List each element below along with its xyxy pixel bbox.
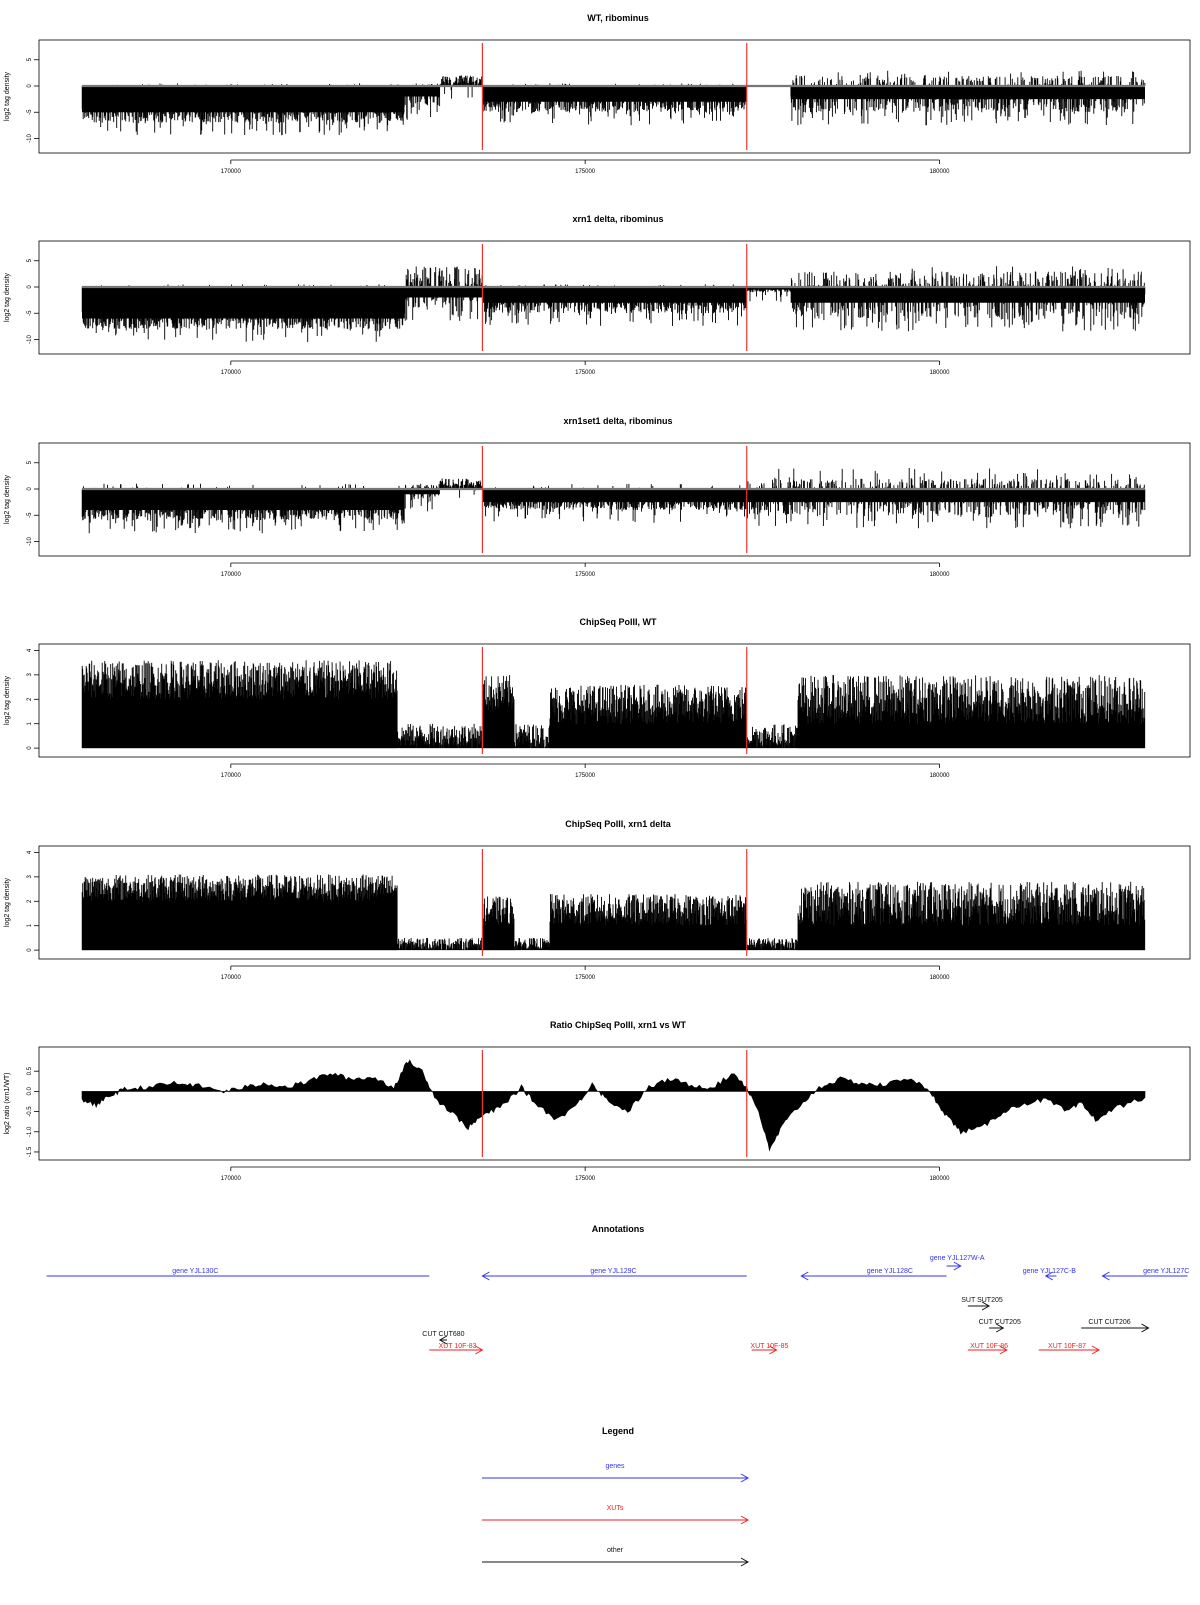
y-tick-label: -5 — [27, 310, 33, 316]
x-tick-label: 180000 — [929, 975, 950, 981]
y-tick-label: -1.5 — [27, 1146, 33, 1158]
feature-label: gene YJL127C — [1143, 1268, 1190, 1275]
x-tick-label: 180000 — [929, 572, 950, 578]
ratio-area — [82, 1060, 1145, 1150]
track-panel — [4, 1020, 1190, 1182]
track-panel — [4, 416, 1190, 578]
panel-title: WT, ribominus — [587, 13, 649, 23]
y-tick-label: -5 — [27, 109, 33, 115]
x-tick-label: 170000 — [220, 169, 241, 175]
y-tick-label: 1 — [27, 924, 33, 928]
y-tick-label: 3 — [27, 875, 33, 879]
annotation-feature — [961, 1297, 1003, 1310]
y-axis-title: log2 ratio (xrn1/WT) — [4, 1072, 11, 1135]
x-tick-label: 170000 — [220, 773, 241, 779]
y-tick-label: 2 — [27, 697, 33, 701]
signal-bars — [398, 724, 483, 748]
y-tick-label: -0.5 — [27, 1106, 33, 1117]
y-tick-label: 0 — [27, 84, 33, 88]
annotations-panel — [47, 1224, 1190, 1354]
feature-label: SUT SUT205 — [961, 1297, 1003, 1304]
annotation-feature — [482, 1268, 746, 1280]
track-panel — [4, 214, 1190, 376]
annotation-feature — [47, 1268, 430, 1276]
y-tick-label: 0 — [27, 948, 33, 952]
y-tick-label: 0 — [27, 487, 33, 491]
signal-bars — [550, 685, 747, 748]
signal-bars — [483, 675, 514, 748]
signal-bars — [791, 266, 1145, 331]
x-tick-label: 180000 — [929, 370, 950, 376]
legend-label: XUTs — [606, 1505, 624, 1512]
legend-label: other — [607, 1547, 623, 1554]
x-tick-label: 175000 — [575, 572, 596, 578]
legend-items — [482, 1463, 748, 1566]
y-tick-label: 0 — [27, 285, 33, 289]
y-axis-title: log2 tag density — [4, 272, 11, 323]
y-tick-label: 4 — [27, 850, 33, 855]
panel-title: xrn1set1 delta, ribominus — [563, 416, 673, 426]
y-tick-label: -10 — [27, 335, 33, 344]
legend-item — [482, 1463, 748, 1482]
x-tick-label: 175000 — [575, 169, 596, 175]
signal-bars — [82, 660, 397, 748]
feature-label: XUT 10F-85 — [750, 1343, 789, 1350]
legend-item — [482, 1505, 748, 1524]
y-tick-label: -1.0 — [27, 1126, 33, 1137]
annotation-features — [47, 1255, 1190, 1354]
feature-label: gene YJL130C — [172, 1268, 219, 1275]
y-tick-label: -10 — [27, 537, 33, 546]
signal-bars — [515, 724, 550, 748]
signal-bars — [82, 284, 404, 342]
panel-title: xrn1 delta, ribominus — [572, 214, 664, 224]
signal-bars — [515, 938, 550, 950]
annotation-feature — [429, 1343, 482, 1354]
data-marks — [82, 1050, 1145, 1157]
annotation-feature — [1023, 1268, 1077, 1280]
x-tick-label: 180000 — [929, 773, 950, 779]
y-tick-label: 0 — [27, 746, 33, 750]
y-axis-title: log2 tag density — [4, 675, 11, 726]
feature-label: XUT 10F-83 — [438, 1343, 477, 1350]
feature-label: XUT 10F-86 — [970, 1343, 1009, 1350]
signal-bars — [791, 71, 1145, 126]
data-marks — [82, 647, 1145, 754]
annotation-feature — [1039, 1343, 1099, 1354]
track-panel — [4, 819, 1190, 981]
x-tick-label: 175000 — [575, 370, 596, 376]
feature-label: gene YJL128C — [866, 1268, 913, 1275]
annotation-feature — [1102, 1268, 1189, 1280]
y-tick-label: 2 — [27, 899, 33, 903]
x-tick-label: 180000 — [929, 169, 950, 175]
legend-panel — [482, 1426, 748, 1566]
annotation-feature — [750, 1343, 788, 1354]
signal-bars — [82, 484, 404, 533]
y-tick-label: 0.0 — [27, 1087, 33, 1096]
annotation-feature — [930, 1255, 985, 1270]
x-tick-label: 170000 — [220, 1176, 241, 1182]
panel-title: ChipSeq PolII, xrn1 delta — [565, 819, 671, 829]
data-marks — [82, 244, 1145, 351]
x-tick-label: 175000 — [575, 773, 596, 779]
track-panel — [4, 617, 1190, 779]
signal-bars — [405, 84, 440, 120]
signal-bars — [398, 938, 483, 950]
y-tick-label: 3 — [27, 673, 33, 677]
y-tick-label: 4 — [27, 648, 33, 653]
signal-bars — [483, 897, 514, 951]
signal-bars — [483, 284, 747, 326]
signal-bars — [483, 83, 747, 125]
feature-label: XUT 10F-87 — [1048, 1343, 1087, 1350]
y-axis-title: log2 tag density — [4, 71, 11, 122]
y-tick-label: -10 — [27, 134, 33, 143]
signal-bars — [82, 83, 404, 135]
x-tick-label: 170000 — [220, 572, 241, 578]
feature-label: gene YJL127C-B — [1022, 1268, 1076, 1275]
track-panels — [4, 13, 1190, 1182]
feature-label: CUT CUT206 — [1088, 1319, 1131, 1326]
panel-title: Ratio ChipSeq PolII, xrn1 vs WT — [549, 1020, 687, 1030]
x-tick-label: 170000 — [220, 975, 241, 981]
signal-bars — [798, 882, 1145, 950]
panel-title: ChipSeq PolII, WT — [579, 617, 657, 627]
legend-item — [482, 1547, 748, 1566]
y-tick-label: -5 — [27, 512, 33, 518]
legend-label: genes — [605, 1463, 625, 1470]
y-tick-label: 5 — [27, 461, 33, 465]
feature-label: CUT CUT205 — [978, 1319, 1021, 1326]
annotation-feature — [968, 1343, 1008, 1354]
feature-label: CUT CUT680 — [422, 1331, 465, 1338]
y-axis-title: log2 tag density — [4, 474, 11, 525]
y-tick-label: 0.5 — [27, 1067, 33, 1076]
annotations-title: Annotations — [591, 1224, 645, 1234]
y-tick-label: 5 — [27, 58, 33, 62]
x-tick-label: 175000 — [575, 975, 596, 981]
x-tick-label: 175000 — [575, 1176, 596, 1182]
feature-label: gene YJL129C — [590, 1268, 637, 1275]
data-marks — [82, 43, 1145, 150]
signal-bars — [747, 938, 798, 950]
annotation-feature — [979, 1319, 1021, 1332]
annotation-feature — [1081, 1319, 1148, 1332]
y-axis-title: log2 tag density — [4, 877, 11, 928]
signal-bars — [798, 675, 1145, 748]
data-marks — [82, 446, 1145, 553]
feature-label: gene YJL127W-A — [929, 1255, 985, 1262]
legend-title: Legend — [601, 1426, 635, 1436]
signal-bars — [82, 875, 397, 951]
signal-bars — [550, 894, 747, 950]
x-tick-label: 170000 — [220, 370, 241, 376]
track-panel — [4, 13, 1190, 175]
signal-bars — [747, 724, 798, 748]
annotation-feature — [801, 1268, 946, 1280]
y-tick-label: 1 — [27, 722, 33, 726]
y-tick-label: 5 — [27, 259, 33, 263]
data-marks — [82, 849, 1145, 956]
x-tick-label: 180000 — [929, 1176, 950, 1182]
